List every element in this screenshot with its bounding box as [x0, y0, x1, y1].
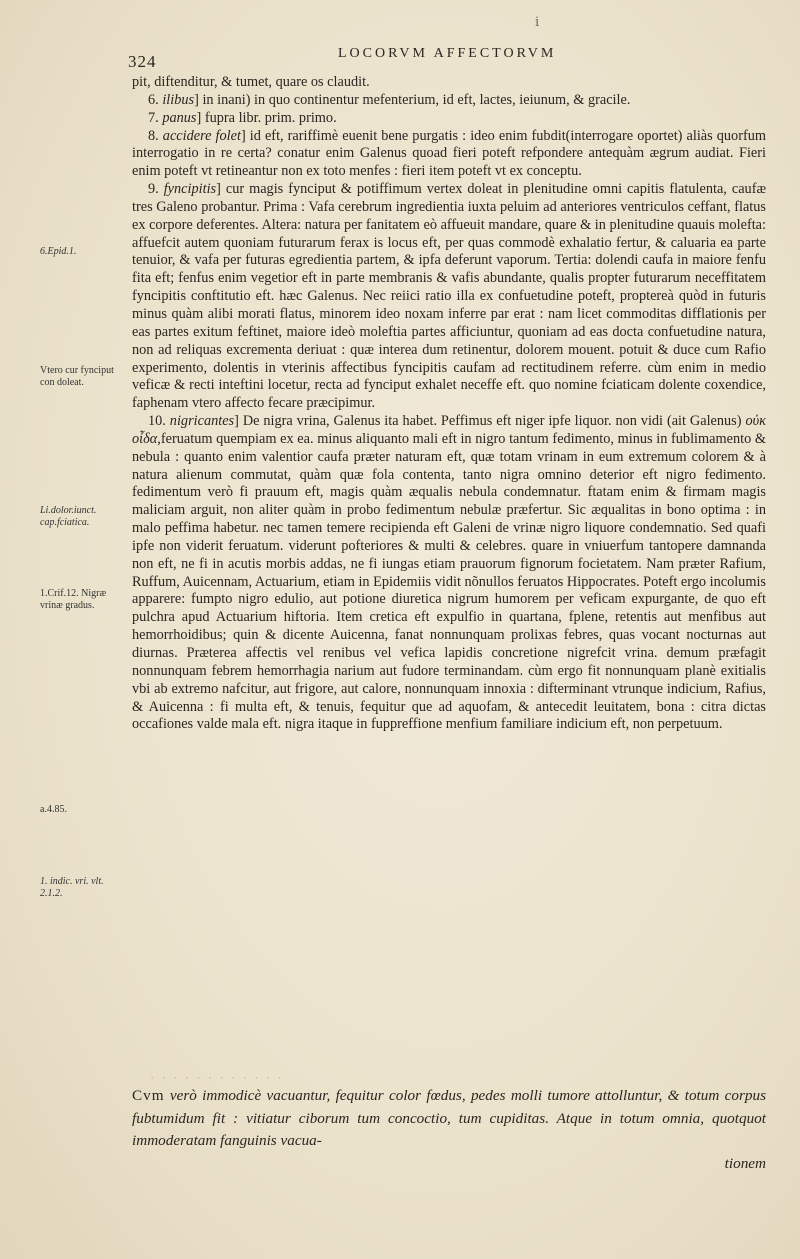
- note-text: fupra libr. prim. primo.: [204, 109, 337, 126]
- margin-note-a485: a.4.85.: [40, 804, 67, 815]
- page-number: 324: [128, 52, 157, 71]
- margin-note-dolor: Li.dolor.iunct. cap.fciatica.: [40, 505, 97, 528]
- commentary-text: [132, 74, 766, 734]
- lemma: accidere folet: [162, 127, 241, 144]
- note-text: id eft, rariffimè euenit bene purgatis : ideo enim fubdit(interrogare oportet) aliàs quorfum interrogatio in re certa? conatur enim Galenus quoad fieri poteft refpondere antequàm ægrum audiat. Fieri enim poteft vt retineantur non ex toto menfes : fieri item poteft vt ex conceptu.: [132, 127, 766, 180]
- note-7: 7. panus] fupra libr. prim. primo.: [148, 109, 337, 126]
- page-header: [128, 46, 768, 70]
- ink-mark: ⅰ: [535, 14, 540, 29]
- note-number: 6.: [148, 91, 159, 108]
- note-text: in inani) in quo continentur mefenterium, id eft, lactes, ieiunum, & gracile.: [202, 91, 631, 108]
- note-6: 6. ilibus] in inani) in quo continentur mefenterium, id eft, lactes, ieiunum, & gracile.: [148, 91, 631, 108]
- aphorism-body: verò immodicè vacuantur, fequitur color fœdus, pedes molli tumore attolluntur, & totum corpus fubtumidum fit : vitiatur ciborum tum concoctio, tum cupiditas. Atque in totum omnia, quotquot immoderatam fanguinis vacua-: [132, 1087, 766, 1149]
- note-text: feruatum quempiam ex ea. minus aliquanto mali eft in nigro tantum fedimento, minus in fublimamento & nebula : quanto enim valentior caufa præter naturam eft, quæ totam vrinam in eum extremum colorem & à natura alienum commutat, quàm quæ fola contenta, tanto nigra omnino deterior eft nigro fedimento. fedimentum verò fi prauum eft, magis quàm æqualis nebula condemnatur. ftatam enim & firmam magis maliciam arguit, non aliter quàm in probo fedimentum nebulæ præfertur. Sic æqualitas in bono optima : in malo peffima habetur. nec tamen temere recipienda eft Galeni de vrinæ nigro liquore condemnatio. Sed quafi ipfe non viderit feruatum. viderunt pofteriores & multi & celebres. quare in vniuerfum tantopere damnanda non eft, ne fi in acutis morbis addas, ne fi iungas etiam prauorum fignorum focietatem. Nam præter Rafium, Ruffum, Auicennam, Actuarium, etiam in Epidemiis vidit nõnullos feruatos Hippocrates. Poteft ergo incolumis apparere: fumpto nigro edulio, aut potione diuretica nigrum humorem per veficam expurgante, de quo eft pulchra apud Actuarium hiftoria. Item cretica eft expulfio in quartana, fplene, retentis aut menfibus aut hemorrhoidibus; quin & dicente Auicenna, fanat nonnunquam prolixas febres, quas vocant nocturnas aut diurnas. Præterea affectis vel renibus vel vefica lapidis concretione nigrefcit vrina. demum præfagit nonnunquam febrem hemorrhagia narium aut fudore terminandam. cùm ergo fit nonnunquam planè exitialis vbi ab extremo nafcitur, aut frigore, aut calore, nonnunquam innoxia : difterminant vtrunque indicium, Rafius, & Auicenna : fi multa eft, & tenuis, fequitur que ad aquofam, & antecedit leuitatem, bona : citra dictas occafiones valde mala eft. nigra itaque in fuppreffione menfium familiare indicium eft, non perpetuum.: [132, 430, 766, 733]
- lemma: nigricantes: [169, 413, 235, 430]
- lemma: panus: [162, 109, 197, 126]
- margin-note-indic: 1. indic. vri. vlt. 2.1.2.: [40, 876, 104, 899]
- aphorism-initial-word: Cvm: [132, 1087, 165, 1104]
- note-9: 9. fyncipitis] cur magis fynciput & potiffimum vertex doleat in plenitudine omni capitis flatulenta, caufæ tres Galeno probantur. Prima : Vafa cerebrum ingredientia iuxta peluim ad anteriores ventriculos ceffant, flatus ex corpore deferentes. Altera: natura per fanitatem eò affueuit mandare, quare & in plenitudine quauis molefta: affuefcit autem quoniam futurarum ferax is locus eft, per quas commodè exhalatio fertur, & caluaria ea parte tenuior, & vafa per futuras egredientia partem, & ipfa deferunt vaporum. Tertia: dolendi caufa in maiore fenfu fita eft; fenfus enim vegetior eft in parte membranis & vafis abundante, qualis propter futurarum neceffitatem fyncipitis conftitutio eft. hæc Galenus. Nec reiici ratio illa ex confuetudine poteft, proptereà quòd in futuris minus quàm alibi morati flatus, minorem ideo noxam inferre par erat : nam licet commoditas difflationis per eas partes exitum feftinet, maiore ideò moleftia partes afficiuntur, quoniam ad eas docta confuetudine natura, non ad reliquas excrementa deriuat : quæ interea dum retinentur, dolorem mouent. potuit & duce cum Rafio experimento, dolentis in vterinis affectibus fyncipitis caufam ad rectitudinem referre. cùm enim in medio veficæ & recti inteftini locetur, recta ad fynciput exhalet neceffe eft. quo nomine fciaticam dolente coxendice, faphenam vtero affecto fecare præcipimur.: [132, 181, 766, 412]
- note-number: 8.: [148, 127, 159, 144]
- note-number: 7.: [148, 109, 159, 126]
- note-number: 9.: [148, 181, 159, 198]
- margin-note-vtero: Vtero cur fynciput con doleat.: [40, 365, 114, 388]
- text-line-continuation: pit, diftenditur, & tumet, quare os claudit.: [132, 74, 370, 90]
- greek-quote: οὐκ οἶδα,: [132, 413, 767, 447]
- note-10: 10. nigricantes] De nigra vrina, Galenus ita habet. Peffimus eft niger ipfe liquor. non vidi (ait Galenus) οὐκ οἶδα,feruatum quempiam ex ea. minus aliquanto mali eft in nigro tantum fedimento, minus in fublimamento & nebula : quanto enim valentior caufa præter naturam eft, quæ totam vrinam in eum extremum colorem & à natura alienum commutat, quàm quæ fola contenta, tanto nigra omnino deterior eft nigro fedimento. fedimentum verò fi prauum eft, magis quàm æqualis nebula condemnatur. ftatam enim & firmam magis maliciam arguit, non aliter quàm in probo fedimentum nebulæ præfertur. Sic æqualitas in bono optima : in malo peffima habetur. nec tamen temere recipienda eft Galeni de vrinæ nigro liquore condemnatio. Sed quafi ipfe non viderit feruatum. viderunt pofteriores & multi & celebres. quare in vniuerfum tantopere damnanda non eft, ne fi in acutis morbis addas, ne fi iungas etiam prauorum fignorum focietatem. Nam præter Rafium, Ruffum, Auicennam, Actuarium, etiam in Epidemiis vidit nõnullos feruatos Hippocrates. Poteft ergo incolumis apparere: fumpto nigro edulio, aut potione diuretica nigrum humorem per veficam expurgante, de quo eft pulchra apud Actuarium hiftoria. Item cretica eft expulfio in quartana, fplene, retentis aut menfibus aut hemorrhoidibus; quin & dicente Auicenna, fanat nonnunquam prolixas febres, quas vocant nocturnas aut diurnas. Præterea affectis vel renibus vel vefica lapidis concretione nigrefcit vrina. demum præfagit nonnunquam febrem hemorrhagia narium aut fudore terminandam. cùm ergo fit nonnunquam planè exitialis vbi ab extremo nafcitur, aut frigore, aut calore, nonnunquam innoxia : difterminant vtrunque indicium, Rafius, & Auicenna : fi multa eft, & tenuis, fequitur que ad aquofam, & antecedit leuitatem, bona : citra dictas occafiones valde mala eft. nigra itaque in fuppreffione menfium familiare indicium eft, non perpetuum.: [132, 413, 767, 733]
- aphorism-text: [132, 1085, 766, 1175]
- note-8: 8. accidere folet] id eft, rariffimè euenit bene purgatis : ideo enim fubdit(interrogare oportet) aliàs quorfum interrogatio in re certa? conatur enim Galenus quoad fieri poteft refpondere antequàm ægrum audiat. Fieri enim poteft vt retineantur non ex toto menfes : fieri item poteft vt ex conceptu.: [132, 127, 766, 180]
- margin-note-crisis: 1.Crif.12. Nigræ vrinæ gradus.: [40, 588, 107, 611]
- running-head: LOCORVM AFFECTORVM: [338, 46, 557, 61]
- margin-note-epid: 6.Epid.1.: [40, 246, 77, 257]
- bleed-through-text: · · · · · · · · · · · ·: [150, 1070, 284, 1085]
- note-text: cur magis fynciput & potiffimum vertex doleat in plenitudine omni capitis flatulenta, caufæ tres Galeno probantur. Prima : Vafa cerebrum ingredientia iuxta peluim ad anteriores ventriculos ceffant, flatus ex corpore deferentes. Altera: natura per fanitatem eò affueuit mandare, quare & in plenitudine quauis molefta: affuefcit autem quoniam futurarum ferax is locus eft, per quas commodè exhalatio fertur, & caluaria ea parte tenuior, & vafa per futuras egredientia partem, & ipfa deferunt vaporum. Tertia: dolendi caufa in maiore fenfu fita eft; fenfus enim vegetior eft in parte membranis & vafis abundante, qualis propter futurarum neceffitatem fyncipitis conftitutio eft. hæc Galenus. Nec reiici ratio illa ex confuetudine poteft, proptereà quòd in futuris minus quàm alibi morati flatus, minorem ideo noxam inferre par erat : nam licet commoditas difflationis per eas partes exitum feftinet, maiore ideò moleftia partes afficiuntur, quoniam ad eas docta confuetudine natura, non ad reliquas excrementa deriuat : quæ interea dum retinentur, dolorem mouent. potuit & duce cum Rafio experimento, dolentis in vterinis affectibus fyncipitis caufam ad rectitudinem referre. cùm enim in medio veficæ & recti inteftini locetur, recta ad fynciput exhalet neceffe eft. quo nomine fciaticam dolente coxendice, faphenam vtero affecto fecare præcipimur.: [132, 181, 766, 412]
- catchword: tionem: [724, 1154, 766, 1172]
- lemma: fyncipitis: [163, 181, 217, 198]
- note-number: 10.: [148, 413, 166, 430]
- note-text: De nigra vrina, Galenus ita habet. Peffimus eft niger ipfe liquor. non vidi (ait Galenus): [242, 413, 742, 430]
- lemma: ilibus: [162, 91, 195, 108]
